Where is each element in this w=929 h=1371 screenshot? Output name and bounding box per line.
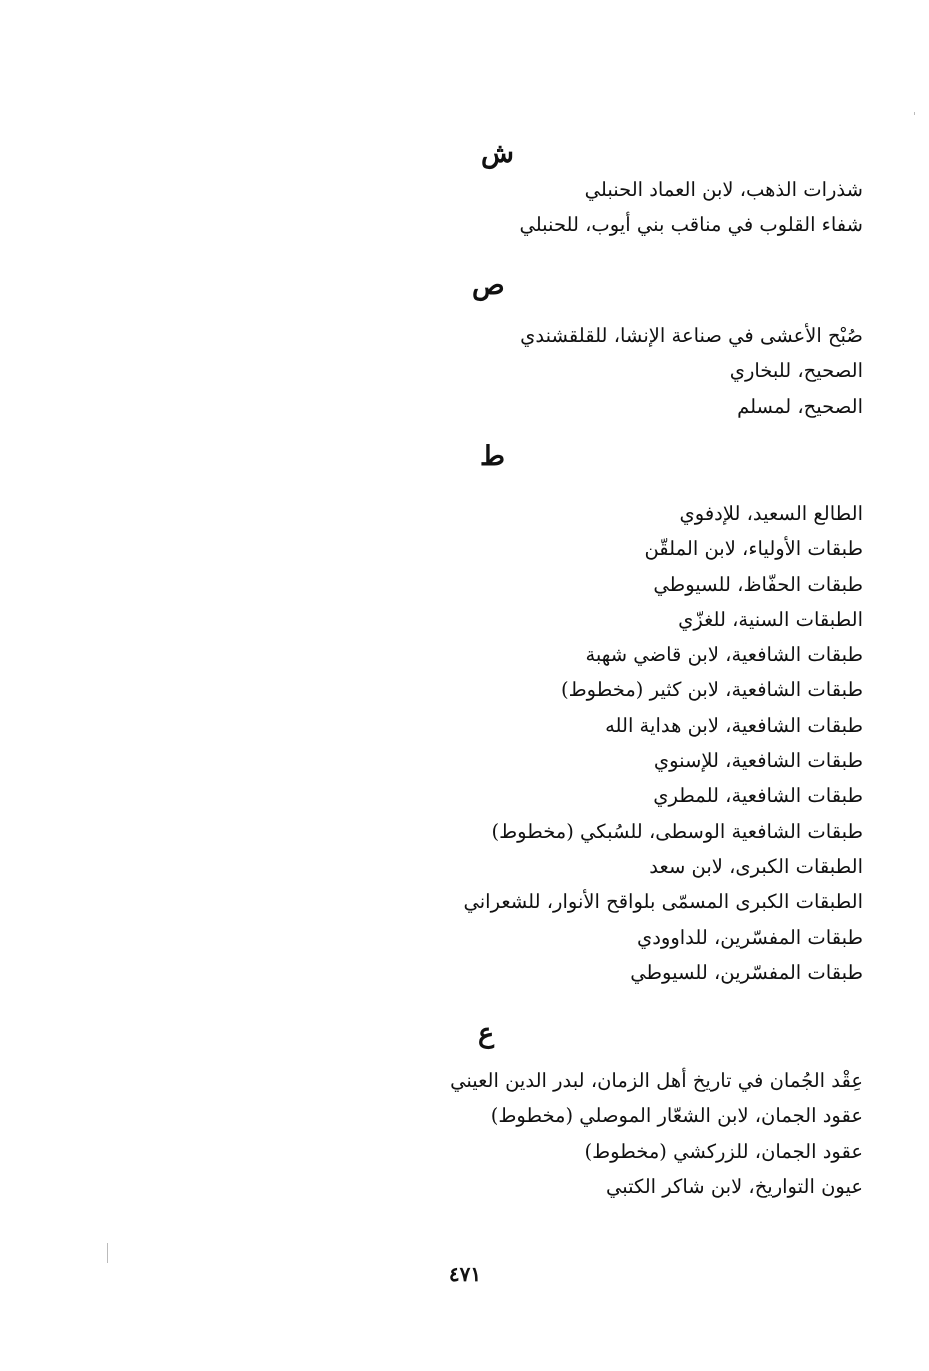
list-item: شذرات الذهب، لابن العماد الحنبلي bbox=[584, 178, 863, 201]
section-letter-sheen: ش bbox=[481, 138, 514, 169]
list-item: الطبقات الكبرى، لابن سعد bbox=[649, 854, 863, 878]
list-item: عِقْد الجُمان في تاريخ أهل الزمان، لبدر الدين العيني bbox=[450, 1069, 863, 1092]
list-item: طبقات الشافعية، لابن قاضي شهبة bbox=[585, 643, 863, 667]
list-item: طبقات الأولياء، لابن الملقّن bbox=[644, 537, 863, 561]
list-item: طبقات المفسّرين، للداوودي bbox=[636, 925, 863, 949]
section-sad bbox=[393, 318, 863, 424]
list-item: عيون التواريخ، لابن شاكر الكتبي bbox=[605, 1174, 863, 1198]
list-item: طبقات المفسّرين، للسيوطي bbox=[630, 960, 863, 984]
list-item: طبقات الشافعية، للإسنوي bbox=[653, 749, 863, 773]
list-item: الطالع السعيد، للإدفوي bbox=[679, 502, 863, 525]
entry-list bbox=[393, 496, 863, 990]
scan-margin-mark bbox=[107, 1243, 108, 1263]
entry-list bbox=[393, 172, 863, 243]
entry-list bbox=[393, 1063, 863, 1204]
list-item: الطبقات الكبرى المسمّى بلواقح الأنوار، للشعراني bbox=[463, 890, 863, 914]
list-item: طبقات الشافعية الوسطى، للسُبكي (مخطوط) bbox=[491, 819, 863, 843]
list-item: طبقات الشافعية، لابن هداية الله bbox=[605, 713, 863, 737]
list-item: طبقات الشافعية، للمطري bbox=[653, 784, 863, 808]
list-item: الطبقات السنية، للغزّي bbox=[678, 607, 863, 631]
list-item: عقود الجمان، لابن الشعّار الموصلي (مخطوط) bbox=[490, 1104, 863, 1128]
list-item: طبقات الشافعية، لابن كثير (مخطوط) bbox=[561, 678, 863, 702]
section-letter-sad: ص bbox=[472, 270, 505, 301]
list-item: الصحيح، للبخاري bbox=[729, 359, 863, 383]
section-letter-taa: ط bbox=[480, 441, 505, 472]
scan-margin-mark bbox=[914, 112, 915, 115]
section-sheen bbox=[393, 172, 863, 243]
list-item: شفاء القلوب في مناقب بني أيوب، للحنبلي bbox=[519, 213, 863, 237]
page-number: ٤٧١ bbox=[448, 1262, 482, 1286]
section-letter-ain: ع bbox=[478, 1018, 495, 1049]
list-item: صُبْح الأعشى في صناعة الإنشا، للقلقشندي bbox=[520, 324, 863, 347]
list-item: طبقات الحفّاظ، للسيوطي bbox=[653, 572, 863, 596]
section-taa bbox=[393, 496, 863, 990]
list-item: عقود الجمان، للزركشي (مخطوط) bbox=[584, 1139, 863, 1163]
list-item: الصحيح، لمسلم bbox=[737, 394, 863, 418]
entry-list bbox=[393, 318, 863, 424]
section-ain bbox=[393, 1063, 863, 1204]
